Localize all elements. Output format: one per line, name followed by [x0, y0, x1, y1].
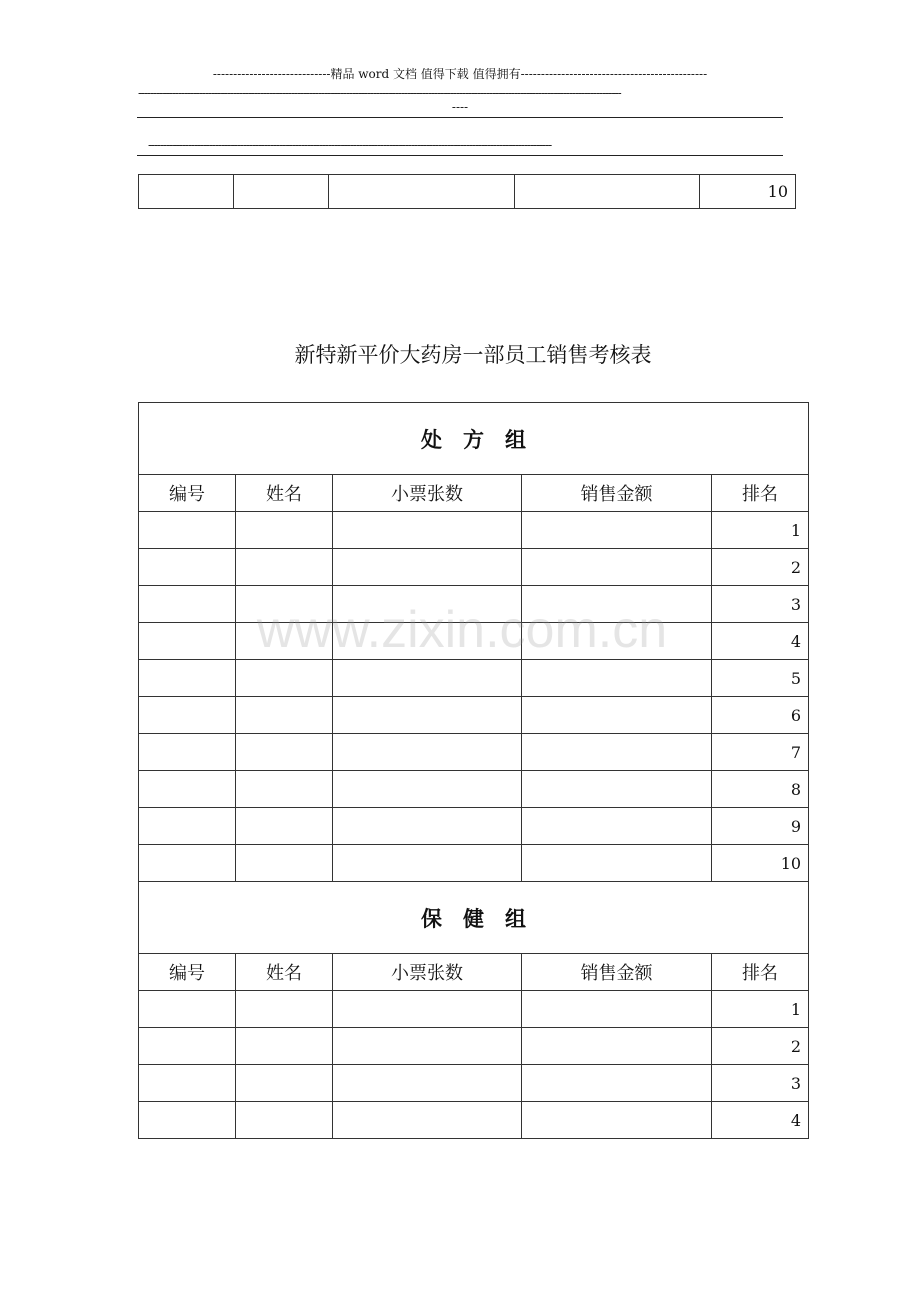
group-title: 处 方 组	[139, 403, 809, 475]
column-header-row	[139, 475, 809, 512]
cell-amount	[522, 1028, 712, 1065]
header-dash-tail: ----	[451, 100, 469, 114]
cell-id	[139, 808, 236, 845]
cell-rank: 3	[712, 1065, 809, 1102]
cell-name	[236, 623, 333, 660]
cell-name	[236, 660, 333, 697]
cell-receipts	[333, 512, 522, 549]
cell-id	[139, 549, 236, 586]
cell-id	[139, 845, 236, 882]
table-row	[139, 1028, 809, 1065]
watermark: www.zixin.com.cn	[256, 601, 668, 659]
cell-rank: 7	[712, 734, 809, 771]
cell-id	[139, 175, 234, 209]
table-row	[139, 1102, 809, 1139]
cell-amount	[522, 771, 712, 808]
cell-receipts	[333, 586, 522, 623]
cell-name	[236, 991, 333, 1028]
table-row	[139, 845, 809, 882]
cell-name	[236, 586, 333, 623]
cell-name	[236, 1065, 333, 1102]
cell-rank: 5	[712, 660, 809, 697]
cell-receipts	[333, 991, 522, 1028]
cell-amount	[522, 512, 712, 549]
cell-receipts	[333, 845, 522, 882]
cell-id	[139, 1065, 236, 1102]
group-row	[139, 403, 809, 475]
cell-receipts	[333, 1065, 522, 1102]
cell-receipts	[333, 549, 522, 586]
cell-name	[236, 1028, 333, 1065]
cell-amount	[522, 734, 712, 771]
cell-name	[236, 734, 333, 771]
table-row	[139, 1065, 809, 1102]
sales-assessment-table	[138, 402, 809, 1139]
table-row	[139, 697, 809, 734]
col-header-id: 编号	[139, 475, 236, 512]
header-rule	[137, 117, 783, 118]
cell-id	[139, 771, 236, 808]
cell-receipts	[333, 623, 522, 660]
col-header-receipts: 小票张数	[333, 954, 522, 991]
cell-amount	[522, 1065, 712, 1102]
col-header-id: 编号	[139, 954, 236, 991]
cell-name	[236, 808, 333, 845]
table-row	[139, 808, 809, 845]
header-banner: -----------------------------精品 word 文档 值得下载 值得拥有----------------------------------------------	[212, 67, 708, 81]
cell-amount	[522, 697, 712, 734]
col-header-name: 姓名	[236, 954, 333, 991]
table-row	[139, 586, 809, 623]
cell-amount	[522, 991, 712, 1028]
col-header-receipts: 小票张数	[333, 475, 522, 512]
cell-id	[139, 1028, 236, 1065]
cell-receipts	[333, 697, 522, 734]
cell-id	[139, 697, 236, 734]
cell-amount	[515, 175, 700, 209]
cell-name	[236, 1102, 333, 1139]
table-row	[139, 549, 809, 586]
cell-rank: 4	[712, 1102, 809, 1139]
cell-id	[139, 586, 236, 623]
cell-id	[139, 512, 236, 549]
table-row	[139, 771, 809, 808]
cell-receipts	[333, 771, 522, 808]
col-header-name: 姓名	[236, 475, 333, 512]
cell-id	[139, 1102, 236, 1139]
col-header-amount: 销售金额	[522, 475, 712, 512]
cell-name	[236, 771, 333, 808]
cell-rank: 10	[712, 845, 809, 882]
cell-receipts	[333, 1028, 522, 1065]
cell-name	[234, 175, 329, 209]
cell-amount	[522, 808, 712, 845]
column-header-row	[139, 954, 809, 991]
cell-rank: 10	[700, 175, 796, 209]
group-title: 保 健 组	[139, 882, 809, 954]
cell-amount	[522, 1102, 712, 1139]
cell-rank: 9	[712, 808, 809, 845]
cell-amount	[522, 845, 712, 882]
cell-rank: 2	[712, 1028, 809, 1065]
header-dash-line: --------------------------------------------------------------------------------------------------------------------------------------------------------------	[138, 86, 621, 100]
cell-id	[139, 991, 236, 1028]
cell-amount	[522, 549, 712, 586]
table-row	[139, 512, 809, 549]
col-header-rank: 排名	[712, 475, 809, 512]
cell-name	[236, 697, 333, 734]
previous-table-tail	[138, 174, 796, 209]
cell-rank: 4	[712, 623, 809, 660]
cell-amount	[522, 660, 712, 697]
header-dash-line-2: ------------------------------------------------------------------------------------------------------------------------------------	[148, 138, 552, 152]
col-header-amount: 销售金额	[522, 954, 712, 991]
cell-receipts	[333, 808, 522, 845]
page-title: 新特新平价大药房一部员工销售考核表	[294, 344, 652, 367]
cell-rank: 8	[712, 771, 809, 808]
table-row	[139, 660, 809, 697]
table-row	[139, 991, 809, 1028]
cell-rank: 6	[712, 697, 809, 734]
table-row	[139, 175, 796, 209]
group-row	[139, 882, 809, 954]
cell-receipts	[329, 175, 515, 209]
cell-receipts	[333, 1102, 522, 1139]
cell-amount	[522, 586, 712, 623]
cell-amount	[522, 623, 712, 660]
header-rule-2	[137, 155, 783, 156]
cell-receipts	[333, 660, 522, 697]
cell-id	[139, 734, 236, 771]
cell-rank: 1	[712, 991, 809, 1028]
cell-name	[236, 512, 333, 549]
cell-id	[139, 623, 236, 660]
table-row	[139, 623, 809, 660]
cell-name	[236, 845, 333, 882]
cell-name	[236, 549, 333, 586]
cell-id	[139, 660, 236, 697]
table-row	[139, 734, 809, 771]
cell-rank: 1	[712, 512, 809, 549]
col-header-rank: 排名	[712, 954, 809, 991]
cell-receipts	[333, 734, 522, 771]
cell-rank: 2	[712, 549, 809, 586]
cell-rank: 3	[712, 586, 809, 623]
